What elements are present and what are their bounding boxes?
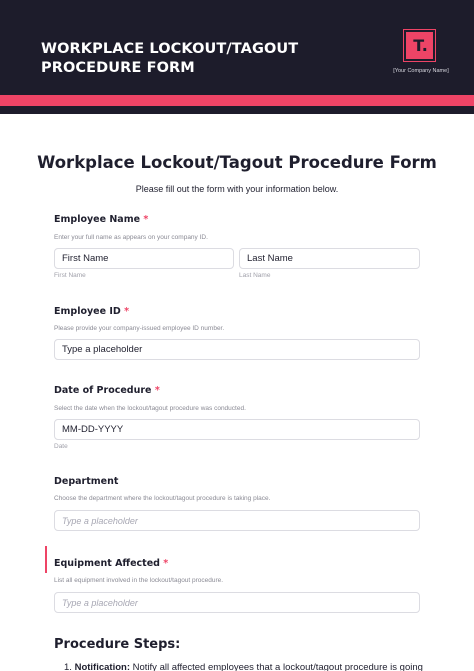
date-sublabel: Date: [54, 443, 68, 450]
required-mark: *: [163, 558, 169, 569]
employee-name-label-text: Employee Name: [54, 214, 141, 225]
last-name-sublabel: Last Name: [239, 272, 271, 279]
employee-id-label: [54, 306, 129, 317]
accent-stripe: [0, 95, 474, 106]
company-logo: [404, 30, 435, 61]
header-title: WORKPLACE LOCKOUT/TAGOUT PROCEDURE FORM: [41, 41, 299, 76]
header-banner: [0, 0, 474, 95]
date-input[interactable]: MM-DD-YYYY: [54, 419, 420, 440]
required-mark: *: [154, 385, 160, 396]
equipment-input[interactable]: Type a placeholder: [54, 592, 420, 613]
date-label: [54, 385, 160, 396]
employee-name-label: [54, 214, 148, 225]
procedure-step-1: [64, 662, 464, 671]
step-heading: Notification:: [74, 662, 130, 671]
required-mark: *: [124, 306, 130, 317]
employee-name-help: Enter your full name as appears on your company ID.: [54, 234, 208, 241]
employee-id-label-text: Employee ID: [54, 306, 121, 317]
procedure-steps-title: Procedure Steps:: [54, 637, 181, 652]
date-label-text: Date of Procedure: [54, 385, 152, 396]
equipment-label-text: Equipment Affected: [54, 558, 160, 569]
dark-stripe: [0, 106, 474, 114]
form-subtitle: Please fill out the form with your information below.: [135, 184, 339, 194]
equipment-help: List all equipment involved in the lockout/tagout procedure.: [54, 577, 224, 584]
company-name: [Your Company Name]: [393, 68, 449, 74]
logo-letter: T.: [413, 35, 428, 55]
first-name-input[interactable]: First Name: [54, 248, 234, 269]
department-help: Choose the department where the lockout/tagout procedure is taking place.: [54, 495, 271, 502]
employee-id-input[interactable]: Type a placeholder: [54, 339, 420, 360]
form-title: Workplace Lockout/Tagout Procedure Form: [37, 153, 437, 172]
department-label: [54, 476, 118, 487]
department-input[interactable]: Type a placeholder: [54, 510, 420, 531]
last-name-input[interactable]: Last Name: [239, 248, 420, 269]
date-help: Select the date when the lockout/tagout procedure was conducted.: [54, 405, 246, 412]
required-mark: *: [143, 214, 149, 225]
equipment-label: [54, 558, 168, 569]
first-name-sublabel: First Name: [54, 272, 86, 279]
focus-indicator: [45, 546, 47, 573]
step-text: Notify all affected employees that a lockout/tagout procedure is going: [132, 662, 423, 671]
step-number: 1.: [64, 662, 72, 671]
employee-id-help: Please provide your company-issued employee ID number.: [54, 325, 225, 332]
department-label-text: Department: [54, 476, 119, 487]
